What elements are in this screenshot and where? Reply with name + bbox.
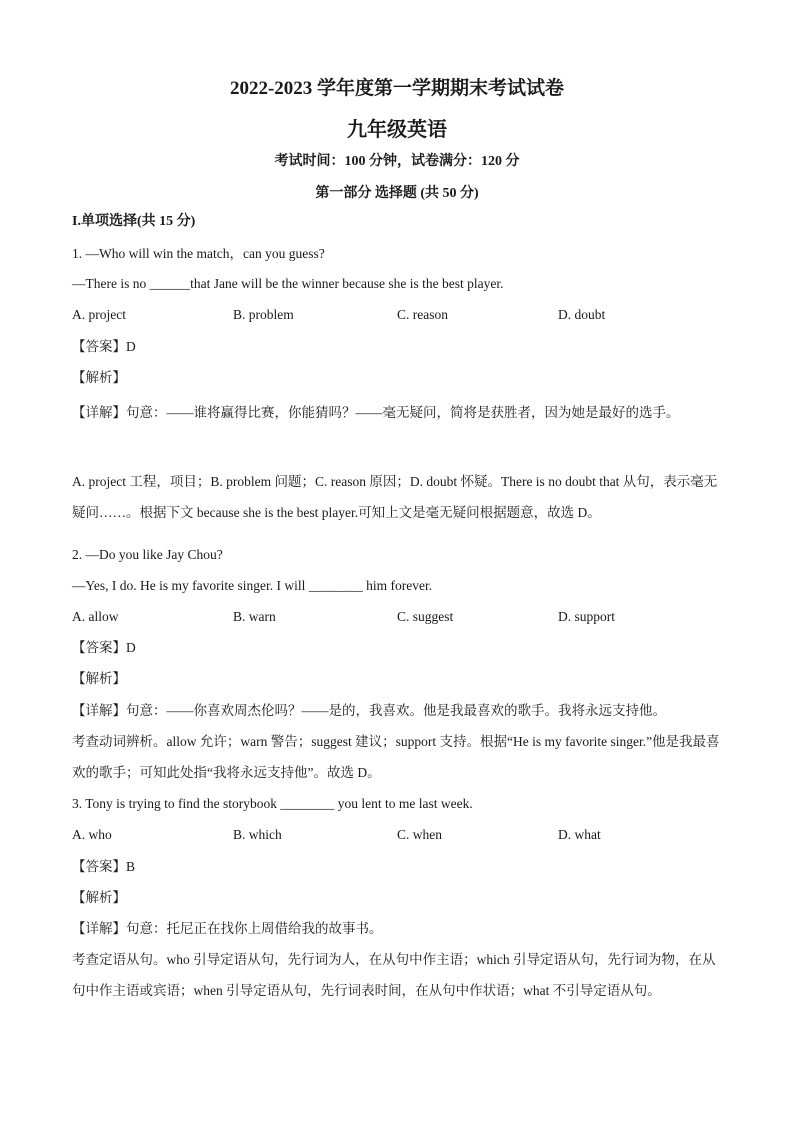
section-heading: I.单项选择(共 15 分) xyxy=(72,214,196,229)
part-heading: 第一部分 选择题 (共 50 分) xyxy=(315,186,479,201)
exam-info: 考试时间：100 分钟，试卷满分：120 分 xyxy=(274,154,520,169)
q1-explanation: A. project 工程，项目；B. problem 问题；C. reason 原因；D. doubt 怀疑。There is no doubt that 从句，表示毫无疑问……。根据下文 because she is the best player.可知上文是毫无疑问根据题意，故选 D。 xyxy=(72,474,718,520)
exam-title: 2022-2023 学年度第一学期期末考试试卷 xyxy=(229,78,565,99)
q1-option-c: C. reason xyxy=(397,307,448,322)
q3-answer: 【答案】B xyxy=(72,859,136,874)
q3-option-b: B. which xyxy=(233,827,282,842)
q1-reply: —There is no ______that Jane will be the winner because she is the best player. xyxy=(72,276,504,291)
q2-explanation: 考查动词辨析。allow 允许；warn 警告；suggest 建议；support 支持。根据“He is my favorite singer.”他是我最喜欢的歌手；可知此处指“我将永远支持他”。故选 D。 xyxy=(72,734,720,780)
q1-stem: 1. —Who will win the match，can you guess? xyxy=(72,246,325,261)
q3-option-d: D. what xyxy=(558,827,601,842)
q2-option-d: D. support xyxy=(558,609,615,624)
q3-detail: 【详解】句意：托尼正在找你上周借给我的故事书。 xyxy=(72,921,383,936)
exam-subject: 九年级英语 xyxy=(347,119,447,141)
q1-answer: 【答案】D xyxy=(72,339,136,354)
q2-answer: 【答案】D xyxy=(72,640,136,655)
q2-stem: 2. —Do you like Jay Chou? xyxy=(72,547,223,562)
q3-stem: 3. Tony is trying to find the storybook ________ you lent to me last week. xyxy=(72,796,473,811)
q3-explanation: 考查定语从句。who 引导定语从句，先行词为人，在从句中作主语；which 引导定语从句，先行词为物，在从句中作主语或宾语；when 引导定语从句，先行词表时间，在从句中作状语；what 不引导定语从句。 xyxy=(72,952,716,998)
q3-option-c: C. when xyxy=(397,827,442,842)
q2-detail: 【详解】句意：——你喜欢周杰伦吗？——是的，我喜欢。他是我最喜欢的歌手。我将永远支持他。 xyxy=(72,703,666,718)
q3-analysis-label: 【解析】 xyxy=(72,890,126,905)
q1-option-b: B. problem xyxy=(233,307,294,322)
q1-option-a: A. project xyxy=(72,307,126,322)
q3-option-a: A. who xyxy=(72,827,112,842)
q2-option-c: C. suggest xyxy=(397,609,454,624)
q1-analysis-label: 【解析】 xyxy=(72,370,126,385)
q2-option-b: B. warn xyxy=(233,609,276,624)
q2-analysis-label: 【解析】 xyxy=(72,671,126,686)
q2-reply: —Yes, I do. He is my favorite singer. I will ________ him forever. xyxy=(72,578,433,593)
q1-option-d: D. doubt xyxy=(558,307,606,322)
q1-detail: 【详解】句意：——谁将赢得比赛，你能猜吗？——毫无疑问，简将是获胜者，因为她是最好的选手。 xyxy=(72,405,680,420)
q2-option-a: A. allow xyxy=(72,609,119,624)
